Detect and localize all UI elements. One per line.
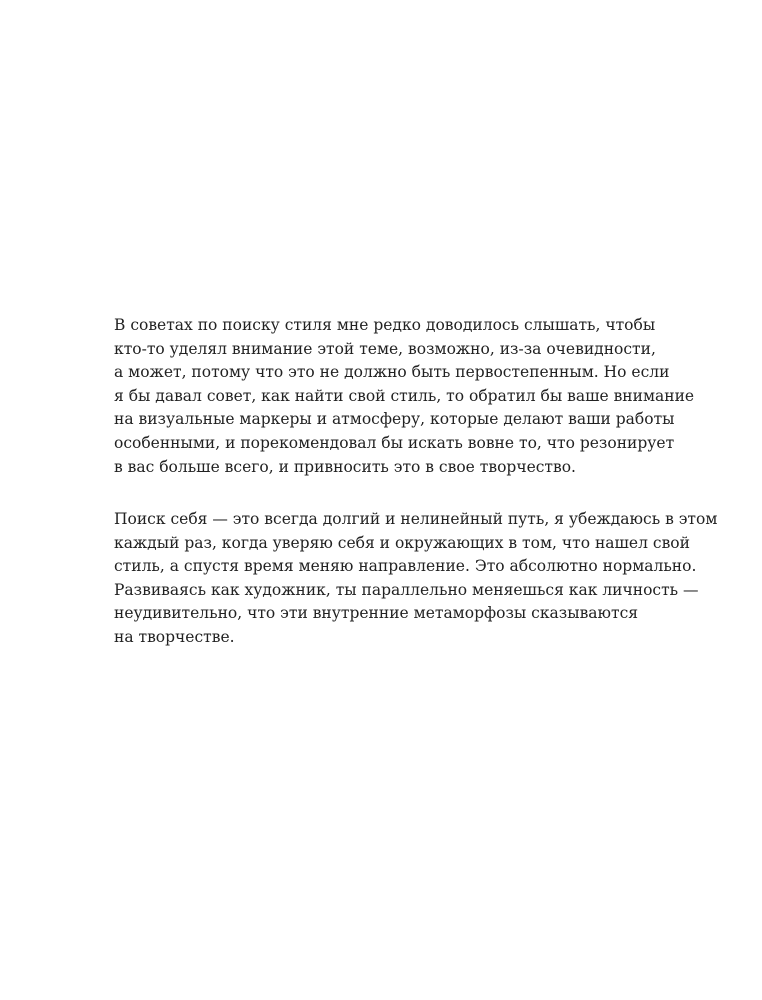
text-line: неудивительно, что эти внутренние метаморфозы сказываются — [114, 604, 639, 623]
text-line: В советах по поиску стиля мне редко доводилось слышать, чтобы — [114, 316, 656, 334]
text-line: кто-то уделял внимание этой теме, возможно, из-за очевидности, — [114, 339, 656, 358]
text-line: на визуальные маркеры и атмосферу, которые делают ваши работы — [114, 410, 675, 429]
text-line: Поиск себя — это всегда долгий и нелинейный путь, я убеждаюсь в этом — [114, 510, 718, 528]
text-line: в вас больше всего, и привносить это в свое творчество. — [114, 457, 576, 476]
text-line: каждый раз, когда уверяю себя и окружающих в том, что нашел свой — [114, 533, 690, 552]
text-line: Развиваясь как художник, ты параллельно меняешься как личность — — [114, 580, 699, 599]
text-line: я бы давал совет, как найти свой стиль, то обратил бы ваше внимание — [114, 386, 695, 405]
text-line: а может, потому что это не должно быть первостепенным. Но если — [114, 363, 670, 382]
paragraph-self-search — [114, 508, 718, 650]
text-line: на творчестве. — [114, 627, 235, 646]
paragraph-style-advice — [114, 314, 714, 479]
text-line: стиль, а спустя время меняю направление. Это абсолютно нормально. — [114, 557, 697, 576]
text-line: особенными, и порекомендовал бы искать вовне то, что резонирует — [114, 433, 675, 452]
